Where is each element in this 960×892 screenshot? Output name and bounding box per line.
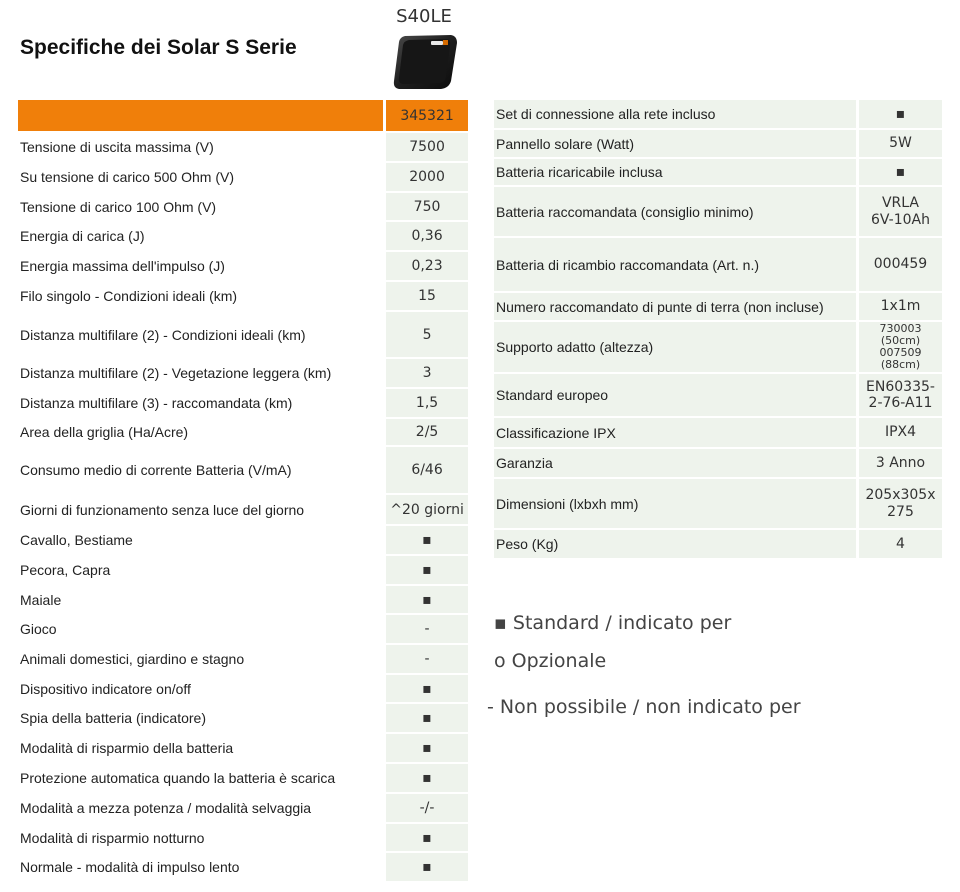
table-row xyxy=(18,359,468,389)
table-row xyxy=(494,374,942,418)
spec-label: Standard europeo xyxy=(494,374,856,418)
specs-table-right xyxy=(494,100,942,560)
spec-value: 6/46 xyxy=(383,447,468,495)
table-row xyxy=(18,282,468,312)
spec-value: ▪ xyxy=(383,556,468,586)
legend-optional: o Opzionale xyxy=(494,650,607,672)
spec-value: EN60335- 2-76-A11 xyxy=(856,374,942,418)
table-row xyxy=(18,419,468,447)
spec-label: Tensione di carico 100 Ohm (V) xyxy=(18,193,383,222)
table-row xyxy=(494,449,942,479)
spec-label: Energia massima dell'impulso (J) xyxy=(18,252,383,282)
spec-value: 4 xyxy=(856,530,942,560)
page-title: Specifiche dei Solar S Serie xyxy=(20,36,297,59)
table-row xyxy=(18,526,468,556)
spec-label: Modalità di risparmio notturno xyxy=(18,824,383,853)
table-row xyxy=(18,556,468,586)
table-row xyxy=(18,615,468,645)
spec-value: 2/5 xyxy=(383,419,468,447)
legend-not-possible: - Non possibile / non indicato per xyxy=(487,696,801,718)
spec-value: - xyxy=(383,615,468,645)
spec-label: Batteria ricaricabile inclusa xyxy=(494,159,856,187)
spec-label: Su tensione di carico 500 Ohm (V) xyxy=(18,163,383,193)
table-row xyxy=(18,586,468,615)
spec-label: Filo singolo - Condizioni ideali (km) xyxy=(18,282,383,312)
spec-value: ▪ xyxy=(383,824,468,853)
table-row xyxy=(18,704,468,734)
spec-label: Tensione di uscita massima (V) xyxy=(18,133,383,163)
spec-value: 7500 xyxy=(383,133,468,163)
spec-label: Peso (Kg) xyxy=(494,530,856,560)
table-row xyxy=(18,764,468,794)
spec-label: Modalità di risparmio della batteria xyxy=(18,734,383,764)
table-row xyxy=(18,193,468,222)
specs-table-left xyxy=(18,100,468,883)
spec-label: Pannello solare (Watt) xyxy=(494,130,856,159)
spec-value: 0,23 xyxy=(383,252,468,282)
article-number: 345321 xyxy=(383,100,468,133)
table-row xyxy=(18,824,468,853)
table-row xyxy=(494,479,942,530)
spec-value: 205x305x 275 xyxy=(856,479,942,530)
table-row xyxy=(18,675,468,704)
spec-label: Animali domestici, giardino e stagno xyxy=(18,645,383,675)
spec-value: 1x1m xyxy=(856,293,942,322)
table-row xyxy=(494,418,942,449)
table-row xyxy=(18,133,468,163)
spec-label: Batteria di ricambio raccomandata (Art. n.) xyxy=(494,238,856,293)
spec-label: Pecora, Capra xyxy=(18,556,383,586)
spec-label: Distanza multifilare (3) - raccomandata (km) xyxy=(18,389,383,419)
spec-value: ▪ xyxy=(383,734,468,764)
spec-value: IPX4 xyxy=(856,418,942,449)
spec-label: Area della griglia (Ha/Acre) xyxy=(18,419,383,447)
spec-label: Cavallo, Bestiame xyxy=(18,526,383,556)
spec-label: Modalità a mezza potenza / modalità selvaggia xyxy=(18,794,383,824)
table-row xyxy=(494,187,942,238)
spec-label: Classificazione IPX xyxy=(494,418,856,449)
header-label-cell xyxy=(18,100,383,133)
spec-label: Energia di carica (J) xyxy=(18,222,383,252)
table-header-row xyxy=(18,100,468,133)
spec-value: ▪ xyxy=(383,526,468,556)
spec-value: 5W xyxy=(856,130,942,159)
spec-value: -/- xyxy=(383,794,468,824)
spec-label: Maiale xyxy=(18,586,383,615)
model-name: S40LE xyxy=(396,6,452,27)
spec-value: ▪ xyxy=(383,586,468,615)
table-row xyxy=(18,645,468,675)
spec-label: Dimensioni (lxbxh mm) xyxy=(494,479,856,530)
spec-value: ▪ xyxy=(383,675,468,704)
table-row xyxy=(494,530,942,560)
spec-value: VRLA 6V-10Ah xyxy=(856,187,942,238)
spec-label: Distanza multifilare (2) - Vegetazione leggera (km) xyxy=(18,359,383,389)
table-row xyxy=(18,312,468,359)
table-row xyxy=(18,389,468,419)
table-row xyxy=(18,794,468,824)
spec-value: ^20 giorni xyxy=(383,495,468,526)
spec-value: 730003 (50cm) 007509 (88cm) xyxy=(856,322,942,374)
spec-label: Distanza multifilare (2) - Condizioni ideali (km) xyxy=(18,312,383,359)
spec-value: 750 xyxy=(383,193,468,222)
spec-value: ▪ xyxy=(856,100,942,130)
table-row xyxy=(494,293,942,322)
spec-value: ▪ xyxy=(383,764,468,794)
spec-label: Gioco xyxy=(18,615,383,645)
table-row xyxy=(494,159,942,187)
table-row xyxy=(18,853,468,883)
legend-standard: ▪ Standard / indicato per xyxy=(494,612,732,634)
table-row xyxy=(494,238,942,293)
spec-value: 15 xyxy=(383,282,468,312)
spec-value: 000459 xyxy=(856,238,942,293)
spec-value: 0,36 xyxy=(383,222,468,252)
spec-label: Batteria raccomandata (consiglio minimo) xyxy=(494,187,856,238)
table-row xyxy=(494,100,942,130)
spec-value: 5 xyxy=(383,312,468,359)
spec-label: Numero raccomandato di punte di terra (non incluse) xyxy=(494,293,856,322)
spec-label: Dispositivo indicatore on/off xyxy=(18,675,383,704)
spec-label: Giorni di funzionamento senza luce del giorno xyxy=(18,495,383,526)
spec-value: - xyxy=(383,645,468,675)
table-row xyxy=(18,163,468,193)
table-row xyxy=(494,130,942,159)
spec-value: ▪ xyxy=(383,853,468,883)
spec-value: 2000 xyxy=(383,163,468,193)
table-row xyxy=(18,734,468,764)
table-row xyxy=(18,222,468,252)
table-row xyxy=(18,447,468,495)
table-row xyxy=(494,322,942,374)
spec-label: Spia della batteria (indicatore) xyxy=(18,704,383,734)
table-row xyxy=(18,495,468,526)
spec-value: ▪ xyxy=(856,159,942,187)
spec-value: 1,5 xyxy=(383,389,468,419)
spec-label: Protezione automatica quando la batteria è scarica xyxy=(18,764,383,794)
spec-label: Set di connessione alla rete incluso xyxy=(494,100,856,130)
product-image xyxy=(391,33,459,91)
spec-label: Garanzia xyxy=(494,449,856,479)
spec-label: Normale - modalità di impulso lento xyxy=(18,853,383,883)
spec-value: ▪ xyxy=(383,704,468,734)
table-row xyxy=(18,252,468,282)
spec-value: 3 xyxy=(383,359,468,389)
spec-value: 3 Anno xyxy=(856,449,942,479)
spec-label: Consumo medio di corrente Batteria (V/mA) xyxy=(18,447,383,495)
spec-label: Supporto adatto (altezza) xyxy=(494,322,856,374)
